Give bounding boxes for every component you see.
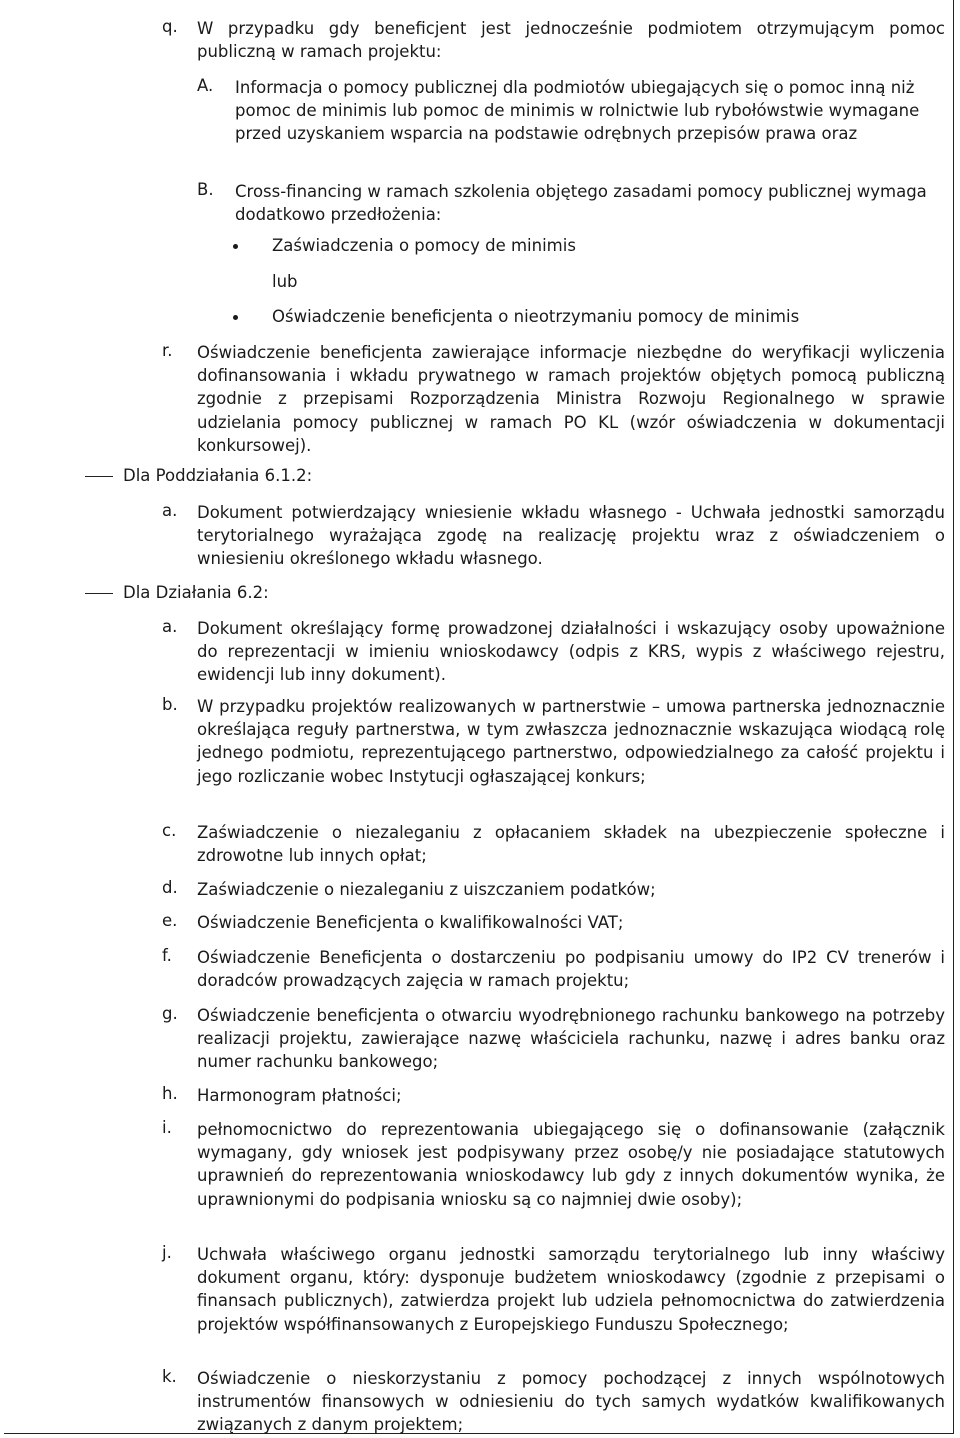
list-item-e: [162, 911, 945, 934]
list-item-j: [162, 1243, 945, 1336]
list-item-q: [162, 17, 945, 63]
list-marker: f.: [162, 946, 172, 965]
list-item-text: Uchwała właściwego organu jednostki samorządu terytorialnego lub inny właściwy dokument organu, który: dysponuje budżetem wnioskodawcy (zgodnie z przepisami o finansach publicznych), zatwierdza projekt lub udziela pełnomocnictwa do zatwierdzenia projektów współfinansowanych z Europejskiego Funduszu Społecznego;: [197, 1245, 945, 1334]
list-item-text: Oświadczenie Beneficjenta o kwalifikowalności VAT;: [197, 913, 624, 932]
list-marker: j.: [162, 1243, 172, 1262]
bullet-item: [272, 305, 932, 328]
list-item-text: Informacja o pomocy publicznej dla podmiotów ubiegających się o pomoc inną niż pomoc de minimis lub pomoc de minimis w rolnictwie lub rybołówstwie wymagane przed uzyskaniem wsparcia na podstawie odrębnych przepisów prawa oraz: [235, 78, 920, 144]
list-item-r: [162, 341, 945, 457]
bullet-text: Oświadczenie beneficjenta o nieotrzymaniu pomocy de minimis: [272, 307, 800, 326]
list-marker: g.: [162, 1004, 178, 1023]
list-item-i: [162, 1118, 945, 1211]
or-text: [272, 270, 472, 293]
list-item-text: Oświadczenie beneficjenta o otwarciu wyodrębnionego rachunku bankowego na potrzeby realizacji projektu, zawierające nazwę właściciela rachunku, nazwę i adres banku oraz numer rachunku bankowego;: [197, 1006, 945, 1072]
sub-item-b: [197, 180, 945, 226]
list-marker: h.: [162, 1084, 178, 1103]
list-item-text: Zaświadczenie o niezaleganiu z uiszczaniem podatków;: [197, 880, 656, 899]
list-item-text: W przypadku gdy beneficjent jest jednocześnie podmiotem otrzymującym pomoc publiczną w ramach projektu:: [197, 19, 945, 62]
list-item-b: [162, 695, 945, 788]
bullet-item: [272, 234, 932, 257]
bullet-icon: [233, 244, 238, 249]
list-item-k: [162, 1367, 945, 1437]
list-marker: i.: [162, 1118, 172, 1137]
list-item-text: Oświadczenie Beneficjenta o dostarczeniu po podpisaniu umowy do IP2 CV trenerów i doradców prowadzących zajęcia w ramach projektu;: [197, 948, 945, 991]
list-item-g: [162, 1004, 945, 1074]
list-item-a: [162, 617, 945, 687]
list-item-text: Dokument potwierdzający wniesienie wkładu własnego - Uchwała jednostki samorządu terytorialnego wyrażająca zgodę na realizację projektu wraz z oświadczeniem o wniesieniu określonego wkładu własnego.: [197, 503, 945, 569]
list-item-text: Oświadczenie o nieskorzystaniu z pomocy pochodzącej z innych wspólnotowych instrumentów finansowych w odniesieniu do tych samych wydatków kwalifikowanych związanych z danym projektem;: [197, 1369, 945, 1435]
dash-bullet-icon: [85, 593, 113, 594]
list-marker: d.: [162, 878, 178, 897]
sub-item-a: [197, 76, 945, 146]
list-item-text: W przypadku projektów realizowanych w partnerstwie – umowa partnerska jednoznacznie określająca reguły partnerstwa, w tym zwłaszcza jednoznacznie wskazująca wiodącą rolę jednego podmiotu, reprezentującego partnerstwo, odpowiedzialnego za całość projektu i jego rozliczanie wobec Instytucji ogłaszającej konkurs;: [197, 697, 945, 786]
list-item-text: Oświadczenie beneficjenta zawierające informacje niezbędne do weryfikacji wyliczenia dofinansowania i wkładu prywatnego w ramach projektów objętych pomocą publiczną zgodnie z przepisami Rozporządzenia Ministra Rozwoju Regionalnego w sprawie udzielania pomocy publicznej w ramach PO KL (wzór oświadczenia w dokumentacji konkursowej).: [197, 343, 945, 455]
list-marker: A.: [197, 76, 214, 95]
list-item-f: [162, 946, 945, 992]
list-item-d: [162, 878, 945, 901]
list-marker: k.: [162, 1367, 177, 1386]
section-heading-6-1-2: [123, 464, 623, 487]
list-marker: r.: [162, 341, 173, 360]
list-marker: q.: [162, 17, 178, 36]
list-marker: B.: [197, 180, 214, 199]
list-item-c: [162, 821, 945, 867]
list-marker: a.: [162, 617, 178, 636]
list-marker: e.: [162, 911, 178, 930]
section-heading: Dla Poddziałania 6.1.2:: [123, 466, 313, 485]
bullet-text: Zaświadczenia o pomocy de minimis: [272, 236, 576, 255]
list-item-text: Cross-financing w ramach szkolenia objętego zasadami pomocy publicznej wymaga dodatkowo przedłożenia:: [235, 182, 927, 225]
bullet-icon: [233, 315, 238, 320]
list-item-h: [162, 1084, 945, 1107]
dash-bullet-icon: [85, 476, 113, 477]
list-marker: a.: [162, 501, 178, 520]
list-item-text: Harmonogram płatności;: [197, 1086, 402, 1105]
list-item-text: Dokument określający formę prowadzonej działalności i wskazujący osoby upoważnione do reprezentacji w imieniu wnioskodawcy (odpis z KRS, wypis z właściwego rejestru, ewidencji lub inny dokument).: [197, 619, 945, 685]
or-label: lub: [272, 272, 298, 291]
section-heading: Dla Działania 6.2:: [123, 583, 269, 602]
list-item-text: pełnomocnictwo do reprezentowania ubiegającego się o dofinansowanie (załącznik wymagany, gdy wniosek jest podpisywany przez osobę/y nie posiadające statutowych uprawnień do reprezentowania wnioskodawcy lub gdy z innych dokumentów wynika, że uprawnionymi do podpisania wniosku są co najmniej dwie osoby);: [197, 1120, 945, 1209]
list-marker: b.: [162, 695, 178, 714]
list-marker: c.: [162, 821, 177, 840]
list-item-text: Zaświadczenie o niezaleganiu z opłacaniem składek na ubezpieczenie społeczne i zdrowotne lub innych opłat;: [197, 823, 945, 866]
list-item-a: [162, 501, 945, 571]
section-heading-6-2: [123, 581, 623, 604]
